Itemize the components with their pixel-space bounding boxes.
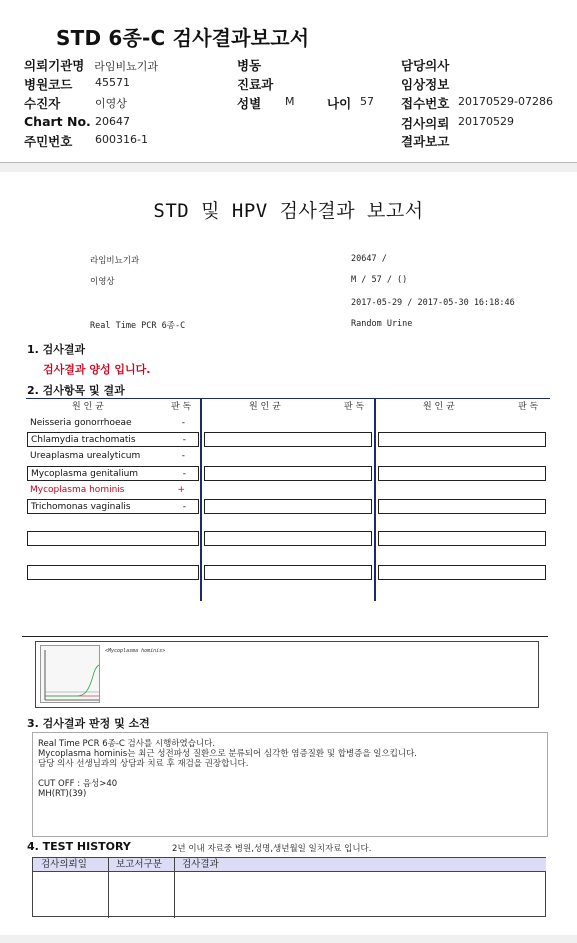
empty-row [204, 432, 372, 447]
report-title: STD 및 HPV 검사결과 보고서 [153, 200, 424, 222]
pathogen-row: Trichomonas vaginalis - [27, 499, 199, 514]
empty-row [27, 531, 199, 546]
section1-title: 1. 검사결과 [27, 343, 86, 356]
history-divider [108, 858, 109, 918]
history-note: 2년 이내 자료중 병원,성명,생년월일 일치자료 입니다. [172, 844, 372, 854]
field-receipt-no: 접수번호 20170529-07286 [401, 95, 553, 111]
report-header [0, 0, 577, 165]
graph-legend: <Mycoplasma hominis> [105, 648, 166, 654]
history-col-request-date: 검사의뢰일 [33, 858, 108, 872]
section-gap [0, 163, 577, 172]
col-header-group-1: 원 인 균 판 독 [26, 398, 201, 411]
report-patient: 이영상 [90, 277, 115, 287]
empty-row [378, 499, 546, 514]
field-dept: 진료과 [237, 77, 274, 92]
empty-row [204, 499, 372, 514]
report-institution: 라임비뇨기과 [90, 256, 140, 266]
amplification-graph [40, 645, 100, 703]
field-report: 결과보고 [401, 134, 450, 149]
pathogen-row-positive: Mycoplasma hominis + [30, 485, 185, 495]
report-chart-slash: 20647 / [351, 254, 387, 264]
pathogen-row: Ureaplasma urealyticum - [30, 451, 185, 461]
field-chart-no: Chart No. 20647 [24, 114, 130, 129]
history-divider [174, 858, 175, 918]
report-test-name: Real Time PCR 6종-C [90, 321, 186, 331]
section-rule [22, 636, 548, 637]
opinion-box: Real Time PCR 6종-C 검사를 시행하였습니다. Mycoplasma hominis는 최근 성전파성 질환으로 분류되어 심각한 염증질환 및 합병증을 일으킵니다. 담당 의사 선생님과의 상담과 치료 후 재검을 권장합니다. CUT OFF : 음성>40 MH(RT)(39) [32, 732, 548, 837]
field-age: 나이 57 [327, 95, 374, 111]
empty-row [378, 531, 546, 546]
section2-title: 2. 검사항목 및 결과 [27, 384, 125, 397]
field-doctor: 담당의사 [401, 58, 450, 73]
pathogen-row: Chlamydia trachomatis - [27, 432, 199, 447]
positive-result: 검사결과 양성 입니다. [43, 363, 151, 376]
field-hospital-code: 병원코드 45571 [24, 76, 130, 92]
field-sex: 성별 M [237, 95, 295, 111]
pathogen-row: Neisseria gonorrhoeae - [30, 418, 185, 428]
field-ward: 병동 [237, 58, 262, 73]
empty-row [378, 432, 546, 447]
report-sex-age: M / 57 / () [351, 275, 408, 285]
field-request-date: 검사의뢰 20170529 [401, 115, 514, 131]
field-clinical-info: 임상정보 [401, 77, 450, 92]
field-patient: 수진자 이영상 [24, 96, 127, 111]
empty-row [27, 565, 199, 580]
pathogen-row: Mycoplasma genitalium - [27, 466, 199, 481]
empty-row [204, 531, 372, 546]
history-col-result: 검사결과 [174, 858, 546, 872]
col-header-group-3: 원 인 균 판 독 [375, 398, 550, 411]
report-specimen: Random Urine [351, 319, 413, 329]
section3-title: 3. 검사결과 판정 및 소견 [27, 717, 150, 730]
col-header-group-2: 원 인 균 판 독 [201, 398, 375, 411]
report-document [0, 172, 577, 943]
history-col-report-type: 보고서구분 [108, 858, 174, 872]
grid-divider-2 [374, 398, 376, 601]
field-rrn: 주민번호 600316-1 [24, 133, 148, 149]
empty-row [378, 565, 546, 580]
empty-row [204, 565, 372, 580]
history-table [32, 857, 546, 917]
header-title: STD 6종-C 검사결과보고서 [56, 26, 310, 50]
empty-row [204, 466, 372, 481]
report-dates: 2017-05-29 / 2017-05-30 16:18:46 [351, 298, 515, 308]
section4-title: 4. TEST HISTORY [27, 840, 131, 853]
grid-divider-1 [200, 398, 202, 601]
field-institution: 의뢰기관명 라임비뇨기과 [24, 58, 158, 73]
empty-row [378, 466, 546, 481]
page-bottom-band [0, 935, 577, 943]
amplification-curve-icon [41, 646, 101, 704]
